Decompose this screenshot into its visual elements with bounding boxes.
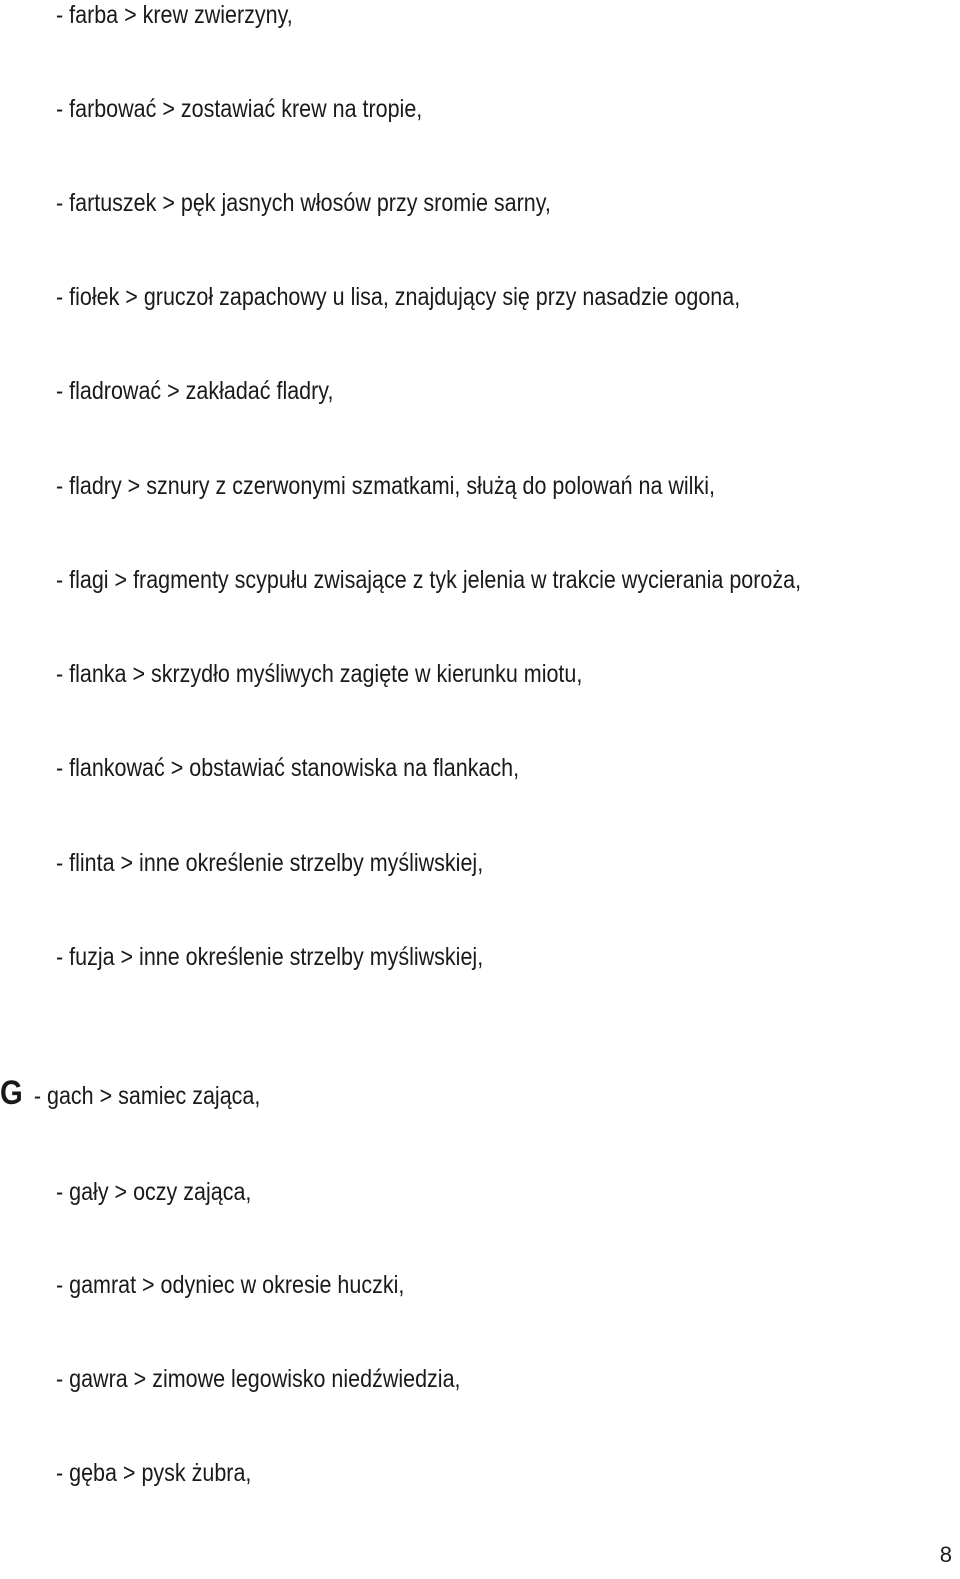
- glossary-entry: - farba > krew zwierzyny,: [56, 1, 293, 29]
- glossary-entry: - fladrować > zakładać fladry,: [56, 377, 334, 405]
- glossary-entry: - fladry > sznury z czerwonymi szmatkami, służą do polowań na wilki,: [56, 472, 715, 500]
- glossary-entry: - fartuszek > pęk jasnych włosów przy sromie sarny,: [56, 189, 551, 217]
- glossary-entry: - gamrat > odyniec w okresie huczki,: [56, 1271, 405, 1299]
- section-letter: G: [0, 1074, 23, 1112]
- section-g-entry: [0, 1074, 261, 1112]
- glossary-entry: - farbować > zostawiać krew na tropie,: [56, 95, 423, 123]
- glossary-entry: - gawra > zimowe legowisko niedźwiedzia,: [56, 1365, 461, 1393]
- glossary-entry: - fiołek > gruczoł zapachowy u lisa, znajdujący się przy nasadzie ogona,: [56, 283, 741, 311]
- glossary-entry: - fuzja > inne określenie strzelby myśliwskiej,: [56, 943, 484, 971]
- glossary-entry: - flankować > obstawiać stanowiska na flankach,: [56, 754, 520, 782]
- glossary-entry: - flinta > inne określenie strzelby myśliwskiej,: [56, 849, 484, 877]
- glossary-entry-text: - gach > samiec zająca,: [27, 1082, 261, 1110]
- glossary-entry: - flagi > fragmenty scypułu zwisające z tyk jelenia w trakcie wycierania poroża,: [56, 566, 802, 594]
- glossary-entry: - flanka > skrzydło myśliwych zagięte w kierunku miotu,: [56, 660, 583, 688]
- glossary-entry: - gały > oczy zająca,: [56, 1178, 252, 1206]
- page-number: 8: [939, 1542, 952, 1567]
- glossary-entry: - gęba > pysk żubra,: [56, 1459, 252, 1487]
